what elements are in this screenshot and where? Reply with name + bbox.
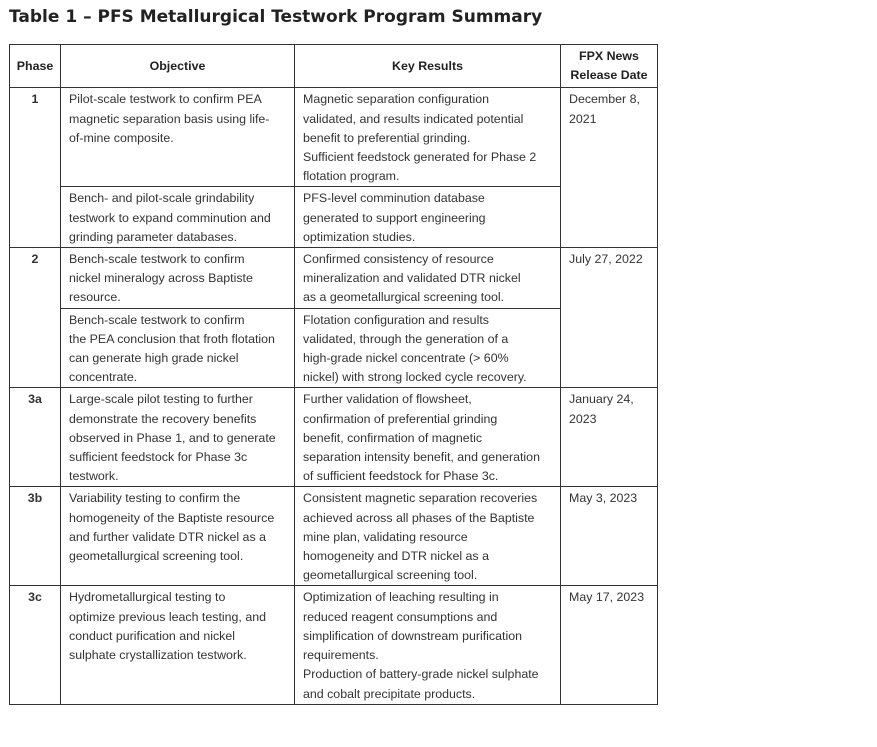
key-results-line: generated to support engineering (303, 210, 486, 225)
key-results-line: Consistent magnetic separation recoveries (303, 491, 538, 506)
key-results-line: simplification of downstream purification (303, 628, 522, 643)
key-results-line: homogeneity and DTR nickel as a (303, 549, 489, 564)
key-results-line: achieved across all phases of the Baptiste (303, 510, 535, 525)
phase-header: Phase (10, 45, 61, 88)
objective-line: Pilot-scale testwork to confirm PEA (69, 92, 262, 107)
objective-line: Bench-scale testwork to confirm (69, 312, 245, 327)
key-results-line: flotation program. (303, 169, 400, 184)
key-results-cell (295, 308, 561, 388)
objective-line: magnetic separation basis using life- (69, 111, 270, 126)
table-row (10, 248, 658, 309)
key-results-cell (295, 248, 561, 309)
objective-line: the PEA conclusion that froth flotation (69, 331, 275, 346)
objective-line: Bench- and pilot-scale grindability (69, 191, 255, 206)
phase-cell: 2 (10, 248, 61, 388)
key-results-line: PFS-level comminution database (303, 191, 485, 206)
release-date-line: 2021 (569, 111, 597, 126)
release-date-header-line: FPX News (579, 49, 639, 63)
key-results-line: Magnetic separation configuration (303, 92, 489, 107)
key-results-line: high-grade nickel concentrate (> 60% (303, 351, 509, 366)
table-row (10, 308, 658, 388)
key-results-line: mine plan, validating resource (303, 529, 468, 544)
objective-line: concentrate. (69, 370, 138, 385)
key-results-line: Sufficient feedstock generated for Phase 2 (303, 150, 537, 165)
table-body (10, 88, 658, 704)
objective-line: testwork to expand comminution and (69, 210, 271, 225)
release-date-cell (561, 586, 658, 704)
objective-line: grinding parameter databases. (69, 229, 238, 244)
phase-cell: 3c (10, 586, 61, 704)
objective-line: homogeneity of the Baptiste resource (69, 510, 275, 525)
release-date-line: July 27, 2022 (569, 252, 643, 267)
key-results-line: confirmation of preferential grinding (303, 411, 498, 426)
objective-cell (61, 248, 295, 309)
table-row (10, 187, 658, 248)
release-date-cell (561, 487, 658, 586)
key-results-line: as a geometallurgical screening tool. (303, 290, 505, 305)
phase-cell: 3a (10, 388, 61, 487)
key-results-line: validated, through the generation of a (303, 331, 509, 346)
objective-line: and further validate DTR nickel as a (69, 529, 266, 544)
key-results-line: benefit to preferential grinding. (303, 130, 471, 145)
objective-cell (61, 308, 295, 388)
key-results-line: Further validation of flowsheet, (303, 392, 472, 407)
objective-line: Large-scale pilot testing to further (69, 392, 253, 407)
table-row (10, 88, 658, 187)
release-date-line: January 24, (569, 392, 634, 407)
key-results-line: requirements. (303, 648, 379, 663)
key-results-line: separation intensity benefit, and generation (303, 450, 540, 465)
release-date-header-line: Release Date (570, 68, 648, 83)
objective-line: optimize previous leach testing, and (69, 609, 266, 624)
key-results-line: benefit, confirmation of magnetic (303, 430, 483, 445)
release-date-cell (561, 88, 658, 248)
release-date-line: May 17, 2023 (569, 590, 645, 605)
release-date-line: May 3, 2023 (569, 491, 638, 506)
objective-line: resource. (69, 290, 121, 305)
objective-line: sufficient feedstock for Phase 3c (69, 450, 248, 465)
objective-cell (61, 187, 295, 248)
objective-cell (61, 388, 295, 487)
key-results-line: of sufficient feedstock for Phase 3c. (303, 469, 499, 484)
table-row (10, 487, 658, 586)
objective-line: sulphate crystallization testwork. (69, 648, 247, 663)
phase-cell: 3b (10, 487, 61, 586)
key-results-header: Key Results (295, 45, 561, 88)
objective-line: Variability testing to confirm the (69, 491, 241, 506)
objective-line: Bench-scale testwork to confirm (69, 252, 245, 267)
objective-cell (61, 88, 295, 187)
objective-cell (61, 586, 295, 704)
table-row (10, 388, 658, 487)
key-results-line: Optimization of leaching resulting in (303, 590, 499, 605)
key-results-line: Production of battery-grade nickel sulphate (303, 667, 539, 682)
objective-cell (61, 487, 295, 586)
objective-line: geometallurgical screening tool. (69, 549, 244, 564)
objective-line: Hydrometallurgical testing to (69, 590, 226, 605)
objective-line: demonstrate the recovery benefits (69, 411, 257, 426)
release-date-cell (561, 248, 658, 388)
key-results-line: mineralization and validated DTR nickel (303, 271, 521, 286)
key-results-line: optimization studies. (303, 229, 416, 244)
key-results-line: validated, and results indicated potential (303, 111, 524, 126)
objective-line: nickel mineralogy across Baptiste (69, 271, 253, 286)
objective-line: observed in Phase 1, and to generate (69, 430, 276, 445)
objective-line: conduct purification and nickel (69, 628, 235, 643)
release-date-header (561, 45, 658, 88)
key-results-cell (295, 388, 561, 487)
objective-header: Objective (61, 45, 295, 88)
release-date-cell (561, 388, 658, 487)
key-results-cell (295, 586, 561, 704)
phase-cell: 1 (10, 88, 61, 248)
header-row (10, 45, 658, 88)
key-results-line: Confirmed consistency of resource (303, 252, 494, 267)
key-results-line: and cobalt precipitate products. (303, 686, 476, 701)
key-results-cell (295, 487, 561, 586)
table-row (10, 586, 658, 704)
release-date-line: 2023 (569, 411, 597, 426)
objective-line: testwork. (69, 469, 119, 484)
release-date-line: December 8, (569, 92, 640, 107)
table-title: Table 1 – PFS Metallurgical Testwork Program Summary (9, 7, 543, 27)
key-results-cell (295, 88, 561, 187)
key-results-line: Flotation configuration and results (303, 312, 489, 327)
objective-line: of-mine composite. (69, 130, 174, 145)
testwork-summary-table (9, 44, 658, 705)
key-results-line: reduced reagent consumptions and (303, 609, 498, 624)
key-results-cell (295, 187, 561, 248)
key-results-line: nickel) with strong locked cycle recovery. (303, 370, 527, 385)
objective-line: can generate high grade nickel (69, 351, 239, 366)
key-results-line: geometallurgical screening tool. (303, 568, 478, 583)
